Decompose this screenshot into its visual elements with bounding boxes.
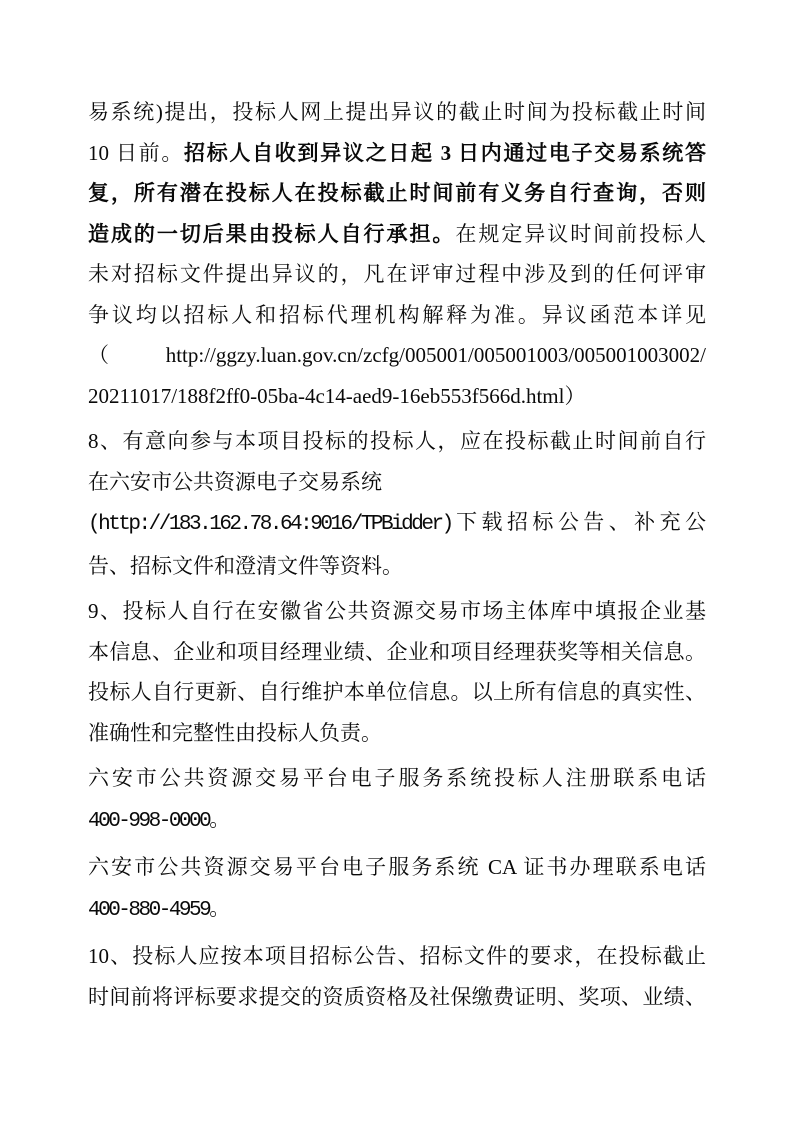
- text-line: [88, 632, 706, 673]
- text-segment: ）: [564, 383, 586, 408]
- text-segment: 下载招标公告、补充公: [451, 510, 706, 534]
- text-segment: 本信息、企业和项目经理业绩、企业和项目经理获奖等相关信息。: [88, 639, 706, 664]
- text-line: [88, 936, 706, 977]
- text-segment: 400-998-0000: [88, 809, 210, 833]
- text-segment: 8、有意向参与本项目投标的投标人，应在投标截止时间前自行: [88, 429, 706, 453]
- text-line: [88, 977, 706, 1018]
- text-line: [88, 591, 706, 632]
- text-line: [88, 888, 706, 932]
- text-segment: 投标人自行更新、自行维护本单位信息。以上所有信息的真实性、: [88, 680, 706, 704]
- text-segment: 准确性和完整性由投标人负责。: [88, 720, 382, 745]
- text-segment: 。: [209, 806, 231, 831]
- text-line: [88, 92, 706, 133]
- paragraph-registration-hotline: [88, 758, 706, 842]
- text-segment: 六安市公共资源交易平台电子服务系统投标人注册联系电话: [88, 766, 706, 790]
- text-line: [88, 173, 706, 214]
- text-line: [88, 758, 706, 799]
- text-line: [88, 799, 706, 843]
- text-line: [88, 421, 706, 462]
- text-segment: 在规定异议时间前投标人: [455, 221, 707, 246]
- text-segment: (http://183.162.78.64:9016/TPBidder): [88, 513, 452, 536]
- text-line: [88, 672, 706, 713]
- bold-text-segment: 复，所有潜在投标人在投标截止时间前有义务自行查询，否则: [88, 181, 706, 205]
- paragraph-ca-certificate-hotline: [88, 847, 706, 931]
- text-line: [88, 376, 706, 417]
- text-segment: 。: [209, 895, 231, 920]
- text-line: [88, 847, 706, 888]
- paragraph-item-8-download-documents: [88, 421, 706, 586]
- text-segment: 告、招标文件和澄清文件等资料。: [88, 553, 403, 578]
- text-segment: 争议均以招标人和招标代理机构解释为准。异议函范本详见: [88, 302, 706, 327]
- text-segment: 未对招标文件提出异议的，凡在评审过程中涉及到的任何评审: [88, 262, 706, 286]
- text-line: [88, 335, 706, 376]
- text-line: [88, 295, 706, 336]
- text-line: [88, 133, 706, 174]
- bold-text-segment: 招标人自收到异议之日起 3 日内通过电子交易系统答: [184, 140, 707, 165]
- bold-text-segment: 造成的一切后果由投标人自行承担。: [88, 221, 456, 246]
- text-line: [88, 254, 706, 295]
- text-segment: 400-880-4959: [88, 898, 210, 922]
- text-segment: http://ggzy.luan.gov.cn/zcfg/005001/005001003/005001003002/: [165, 343, 706, 367]
- text-segment: 9、投标人自行在安徽省公共资源交易市场主体库中填报企业基: [88, 599, 706, 623]
- text-segment: 易系统)提出，投标人网上提出异议的截止时间为投标截止时间: [88, 100, 706, 124]
- paragraph-objection-rules-continuation: [88, 92, 706, 416]
- text-segment: （: [88, 343, 166, 367]
- paragraph-item-9-enterprise-information: [88, 591, 706, 753]
- text-line: [88, 214, 706, 255]
- text-segment: 时间前将评标要求提交的资质资格及社保缴费证明、奖项、业绩、: [88, 984, 706, 1009]
- text-line: [88, 713, 706, 754]
- text-line: [88, 462, 706, 503]
- text-segment: 六安市公共资源交易平台电子服务系统 CA 证书办理联系电话: [88, 855, 706, 879]
- text-segment: 在六安市公共资源电子交易系统: [88, 469, 382, 494]
- text-segment: 20211017/188f2ff0-05ba-4c14-aed9-16eb553f566d.html: [88, 383, 565, 408]
- text-line: [88, 502, 706, 546]
- text-segment: 10、投标人应按本项目招标公告、招标文件的要求，在投标截止: [88, 944, 706, 968]
- text-line: [88, 546, 706, 587]
- text-body: [88, 92, 706, 1017]
- paragraph-item-10-submission-requirements: [88, 936, 706, 1017]
- text-segment: 10 日前。: [88, 140, 185, 165]
